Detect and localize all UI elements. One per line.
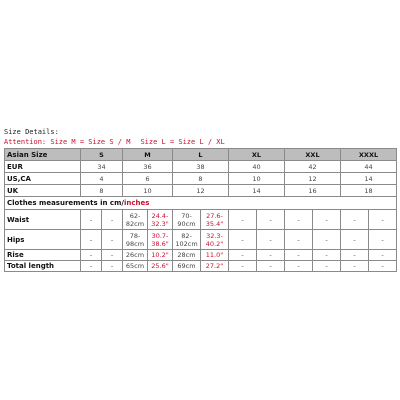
measure-cell: -: [81, 250, 102, 261]
size-cell: 18: [341, 185, 397, 197]
size-header-cell: L: [173, 149, 229, 161]
size-row-eur: [5, 161, 397, 173]
measure-cell: -: [102, 230, 123, 250]
attention-left: Attention: Size M = Size S / M: [4, 138, 131, 146]
measure-cell-line: 78-: [129, 231, 141, 240]
measure-cell: -: [313, 210, 341, 230]
measure-cell: 26cm: [123, 250, 148, 261]
measure-cell: -: [341, 261, 369, 272]
size-row-us-ca: [5, 173, 397, 185]
size-header-cell: XL: [229, 149, 285, 161]
measure-cell: -: [102, 250, 123, 261]
size-header-row: [5, 149, 397, 161]
measure-cell: [123, 230, 148, 250]
measure-cell-line: 32.3-: [206, 231, 223, 240]
measure-cell: -: [257, 261, 285, 272]
measure-cell: [148, 230, 173, 250]
measure-cell: -: [229, 261, 257, 272]
measure-cell-line: 38.6": [151, 239, 169, 248]
measure-cell: -: [285, 230, 313, 250]
measure-cell-line: 98cm: [125, 239, 145, 248]
row-label: EUR: [5, 161, 81, 173]
measure-cell: 25.6": [148, 261, 173, 272]
measure-cell-line: 24.4-: [151, 211, 169, 220]
size-cell: 12: [285, 173, 341, 185]
measure-cell-line: 62-: [129, 211, 141, 220]
measure-cell-line: 90cm: [177, 219, 196, 228]
measure-cell: -: [369, 261, 397, 272]
measure-cell-line: 30.7-: [151, 231, 169, 240]
measure-cell-line: 35.4": [205, 219, 224, 228]
measure-cell: [148, 210, 173, 230]
measurements-heading-prefix: Clothes measurements in cm/: [7, 199, 124, 207]
measure-cell: [173, 210, 201, 230]
measure-cell: -: [369, 230, 397, 250]
attention-note: [4, 137, 396, 147]
size-cell: 12: [173, 185, 229, 197]
measure-cell: [173, 230, 201, 250]
size-cell: 44: [341, 161, 397, 173]
measurements-heading-row: [5, 197, 397, 210]
header-label: Asian Size: [5, 149, 81, 161]
size-header-cell: XXXL: [341, 149, 397, 161]
measure-row-rise: [5, 250, 397, 261]
size-cell: 14: [341, 173, 397, 185]
row-label: Total length: [5, 261, 81, 272]
measure-cell: [201, 230, 229, 250]
measure-cell: -: [81, 230, 102, 250]
measure-cell-line: 82cm: [125, 219, 145, 228]
measure-cell-line: 102cm: [175, 239, 198, 248]
measure-cell: -: [81, 210, 102, 230]
measure-cell: -: [313, 261, 341, 272]
measure-cell: -: [229, 210, 257, 230]
measure-cell: -: [229, 250, 257, 261]
size-cell: 10: [229, 173, 285, 185]
measure-cell-line: 70-: [181, 211, 192, 220]
size-cell: 14: [229, 185, 285, 197]
measure-cell: 28cm: [173, 250, 201, 261]
size-cell: 34: [81, 161, 123, 173]
measure-cell: 69cm: [173, 261, 201, 272]
size-cell: 42: [285, 161, 341, 173]
size-cell: 36: [123, 161, 173, 173]
measure-cell: -: [81, 261, 102, 272]
measure-cell-line: 40.2": [205, 239, 224, 248]
measure-cell: -: [341, 230, 369, 250]
measure-row-total-length: [5, 261, 397, 272]
measure-cell: -: [229, 230, 257, 250]
measurements-heading: [5, 197, 397, 210]
measure-cell: -: [341, 250, 369, 261]
measure-cell-line: 32.3": [151, 219, 169, 228]
size-chart: [4, 127, 396, 272]
measure-cell: -: [369, 250, 397, 261]
size-cell: 40: [229, 161, 285, 173]
measure-row-waist: [5, 210, 397, 230]
measurements-heading-inches: inches: [123, 199, 150, 207]
size-cell: 6: [123, 173, 173, 185]
measure-cell: -: [257, 250, 285, 261]
measure-cell: -: [257, 210, 285, 230]
measure-cell: 11.0": [201, 250, 229, 261]
measure-cell: [123, 210, 148, 230]
measure-cell: [201, 210, 229, 230]
measure-cell: -: [369, 210, 397, 230]
measure-cell: 27.2": [201, 261, 229, 272]
size-cell: 8: [173, 173, 229, 185]
size-cell: 38: [173, 161, 229, 173]
measure-cell: -: [313, 230, 341, 250]
size-cell: 8: [81, 185, 123, 197]
size-header-cell: M: [123, 149, 173, 161]
measure-cell: -: [285, 250, 313, 261]
row-label: US,CA: [5, 173, 81, 185]
measure-cell: -: [102, 210, 123, 230]
measure-row-hips: [5, 230, 397, 250]
measure-cell-line: 27.6-: [206, 211, 223, 220]
measure-cell: -: [341, 210, 369, 230]
size-cell: 4: [81, 173, 123, 185]
row-label: Rise: [5, 250, 81, 261]
measure-cell-line: 82-: [181, 231, 192, 240]
measure-cell: -: [102, 261, 123, 272]
measure-cell: -: [285, 261, 313, 272]
size-row-uk: [5, 185, 397, 197]
measure-cell: 65cm: [123, 261, 148, 272]
measure-cell: 10.2": [148, 250, 173, 261]
size-table: [4, 148, 397, 272]
row-label: Waist: [5, 210, 81, 230]
size-cell: 16: [285, 185, 341, 197]
size-details-title: Size Details:: [4, 128, 59, 136]
row-label: Hips: [5, 230, 81, 250]
row-label: UK: [5, 185, 81, 197]
measure-cell: -: [257, 230, 285, 250]
size-header-cell: XXL: [285, 149, 341, 161]
measure-cell: -: [313, 250, 341, 261]
size-cell: 10: [123, 185, 173, 197]
attention-right: Size L = Size L / XL: [140, 138, 225, 146]
measure-cell: -: [285, 210, 313, 230]
size-header-cell: S: [81, 149, 123, 161]
